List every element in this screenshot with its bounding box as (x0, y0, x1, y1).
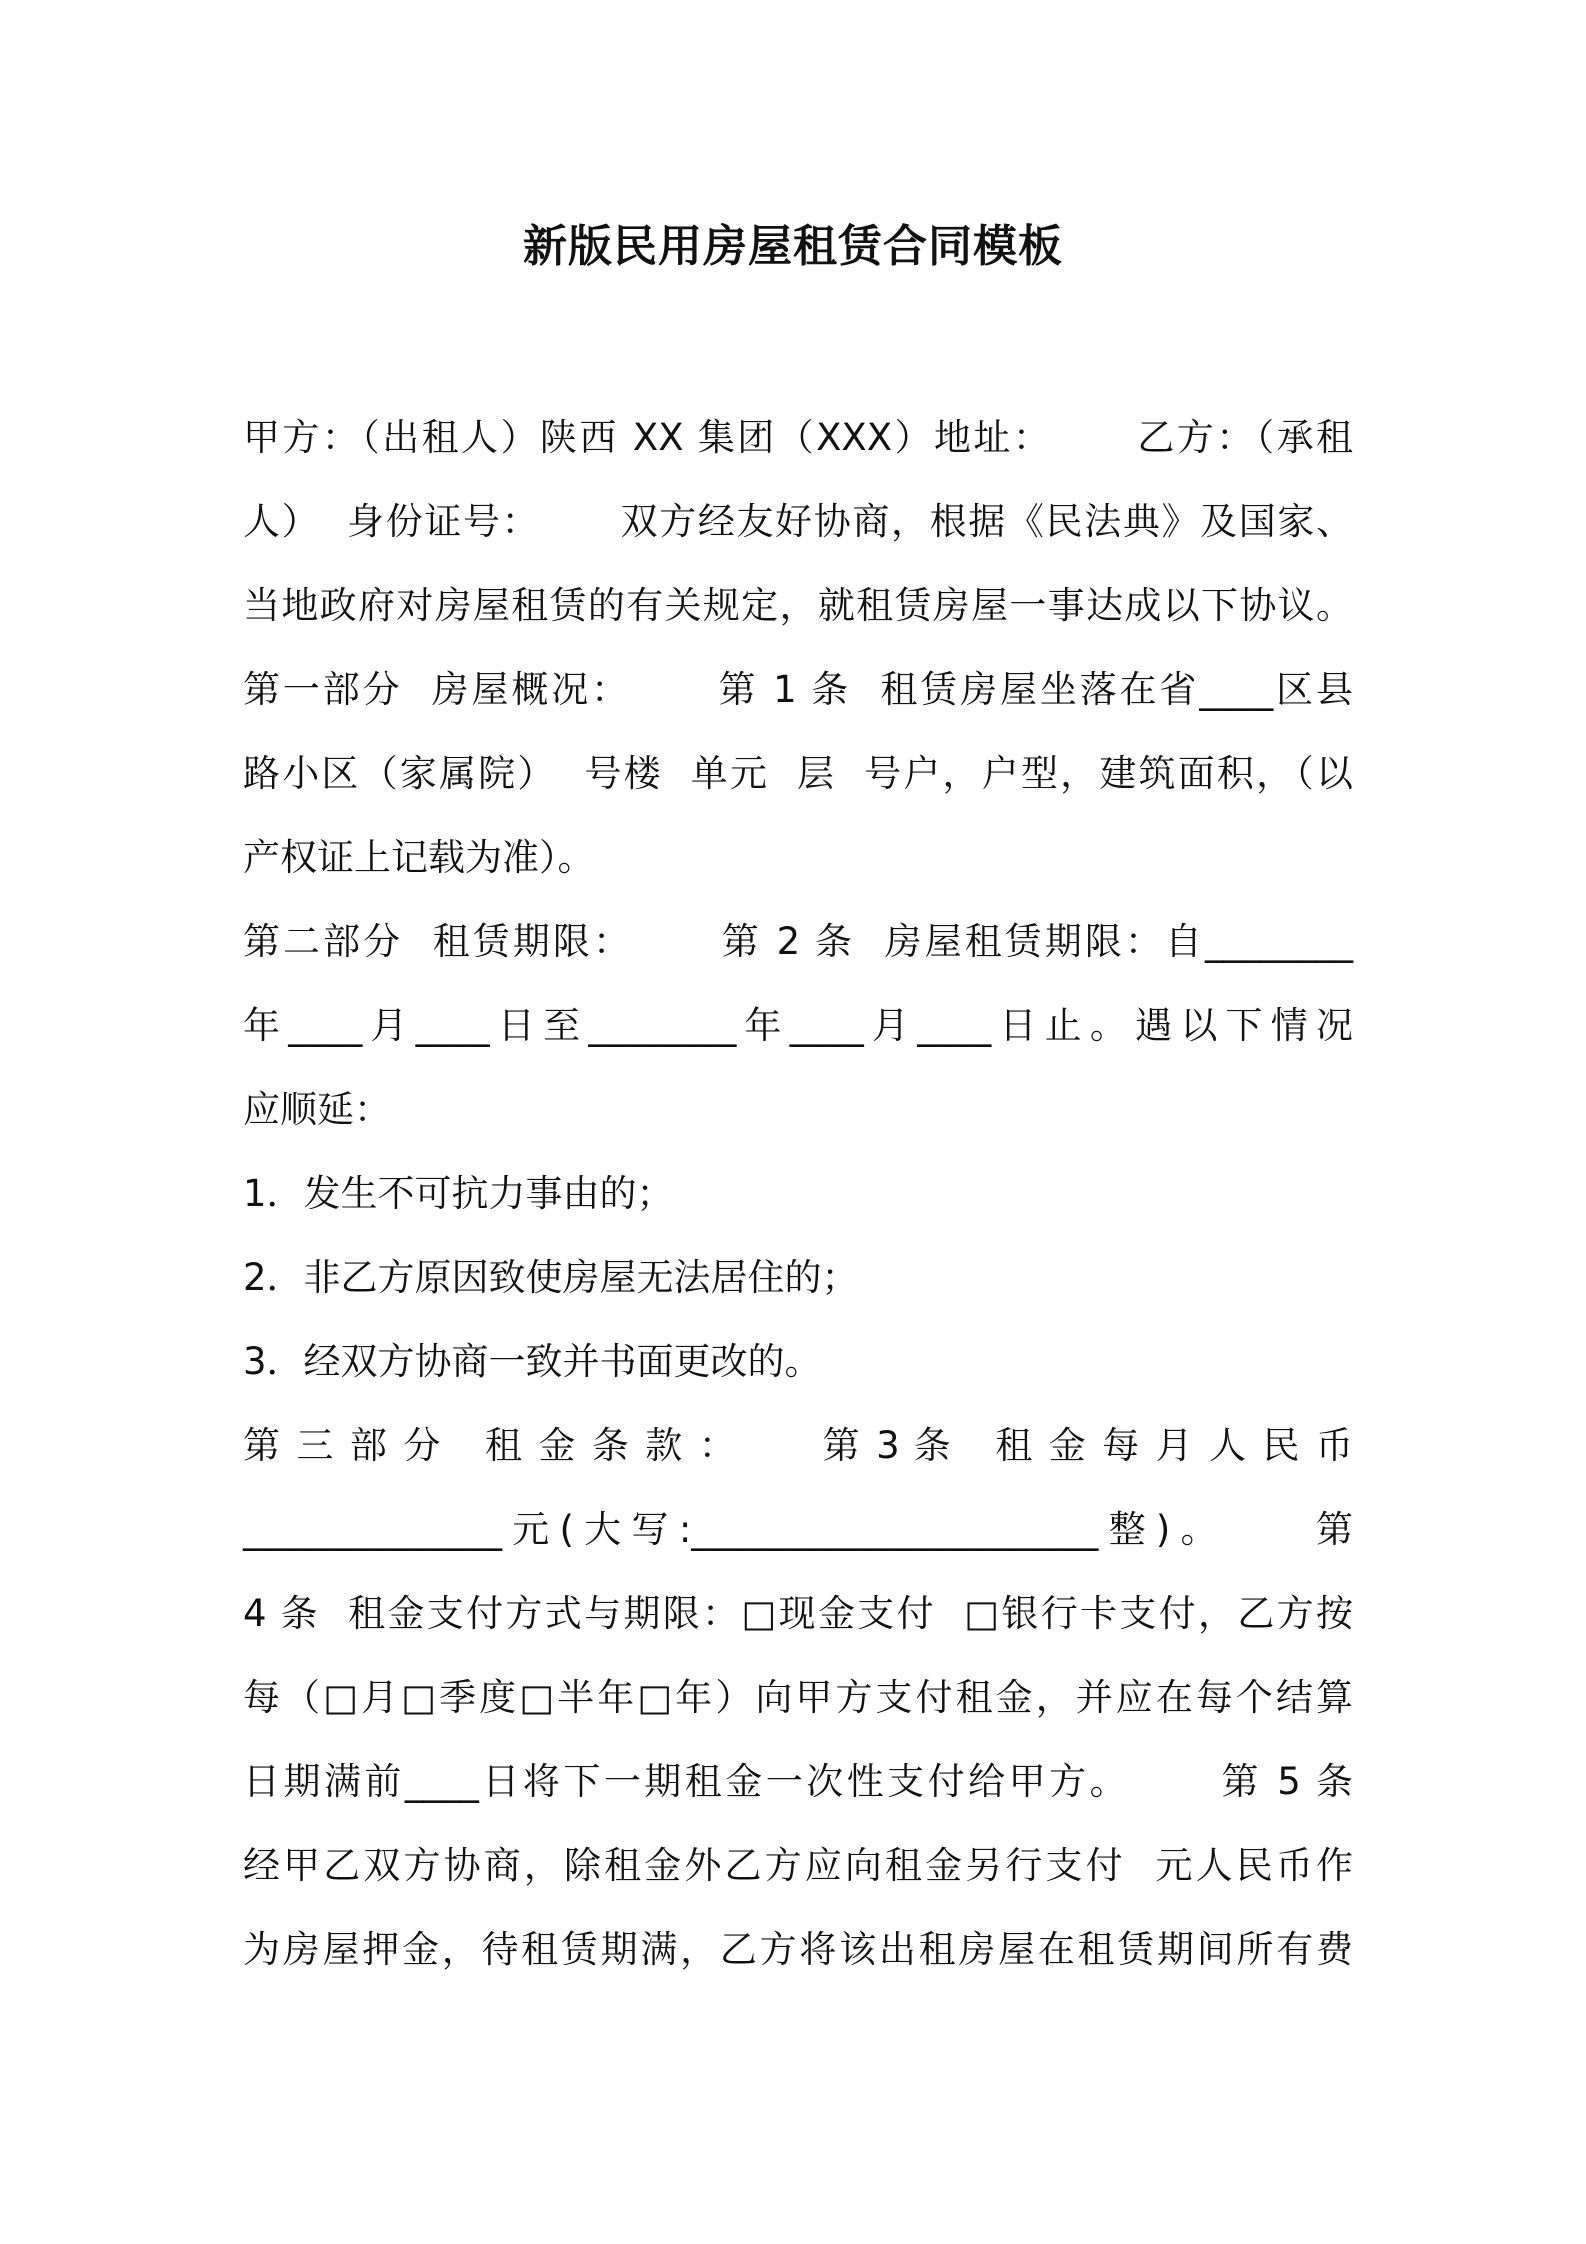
body-line-8: 年____月____日至________年____月____日止。遇以下情况 (243, 1004, 1353, 1047)
document-title: 新版民用房屋租赁合同模板 (523, 221, 1063, 272)
body-line-4: 第一部分 房屋概况： 第 1 条 租赁房屋坐落在省____区县 (243, 668, 1353, 711)
body-line-19: 为房屋押金，待租赁期满，乙方将该出租房屋在租赁期间所有费 (243, 1928, 1353, 1971)
body-line-6: 产权证上记载为准）。 (243, 836, 595, 879)
body-line-18: 经甲乙双方协商，除租金外乙方应向租金另行支付 元人民币作 (243, 1844, 1353, 1887)
body-line-14: ______________元(大写:______________________整)。 第 (243, 1508, 1353, 1551)
body-line-3: 当地政府对房屋租赁的有关规定，就租赁房屋一事达成以下协议。 (243, 584, 1353, 627)
body-line-16: 每（□月□季度□半年□年）向甲方支付租金，并应在每个结算 (243, 1676, 1353, 1719)
body-line-1: 甲方：（出租人）陕西 XX 集团（XXX）地址： 乙方：（承租 (243, 416, 1353, 459)
list-item-3: 3．经双方协商一致并书面更改的。 (243, 1340, 822, 1383)
list-item-2: 2．非乙方原因致使房屋无法居住的； (243, 1256, 859, 1299)
body-line-9: 应顺延： (243, 1088, 391, 1131)
body-line-7: 第二部分 租赁期限： 第 2 条 房屋租赁期限：自________ (243, 920, 1353, 963)
list-item-1: 1．发生不可抗力事由的； (243, 1172, 674, 1215)
body-line-5: 路小区（家属院） 号楼 单元 层 号户，户型，建筑面积，（以 (243, 752, 1353, 795)
body-line-2: 人） 身份证号： 双方经友好协商，根据《民法典》及国家、 (243, 500, 1353, 543)
body-line-15: 4 条 租金支付方式与期限：□现金支付 □银行卡支付，乙方按 (243, 1592, 1353, 1635)
body-line-13: 第 三 部 分 租 金 条 款 ： 第 3 条 租 金 每 月 人 民 币 (243, 1424, 1353, 1467)
body-line-17: 日期满前____日将下一期租金一次性支付给甲方。 第 5 条 (243, 1760, 1353, 1803)
